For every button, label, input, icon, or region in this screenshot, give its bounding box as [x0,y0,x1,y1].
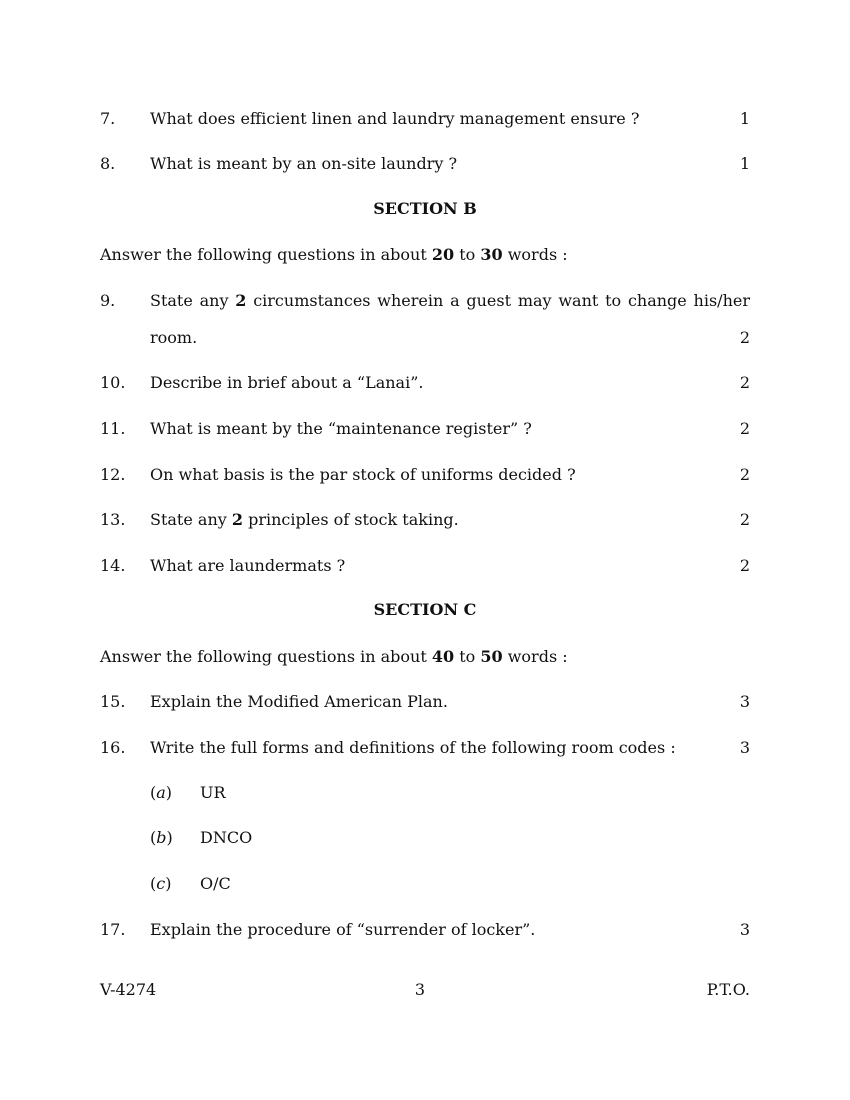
question-12 [100,463,750,487]
question-text-part: circumstances wherein a guest may want to change his/her [246,291,750,310]
question-marks: 2 [739,373,750,392]
question-number: 10. [100,373,126,392]
question-marks: 2 [739,328,750,347]
question-number: 12. [100,465,126,484]
question-marks: 1 [739,109,750,128]
question-number: 15. [100,692,126,711]
word-max: 30 [480,245,503,264]
question-text: What is meant by an on-site laundry ? [150,154,458,173]
question-number: 9. [100,291,116,310]
paren: ) [165,874,172,893]
question-number: 11. [100,419,126,438]
sub-item-text: DNCO [200,828,253,847]
paren: ) [165,783,173,802]
page-number: 3 [414,980,426,999]
question-marks: 3 [739,738,750,757]
question-15 [100,690,750,714]
question-marks: 2 [739,510,750,529]
question-text-cont: room. [150,328,198,347]
pto-label: P.T.O. [706,980,750,999]
question-number: 14. [100,556,126,575]
sub-item-text: O/C [200,874,231,893]
label-letter: a [156,783,166,802]
question-marks: 2 [739,465,750,484]
instruction-text: to [454,245,481,264]
question-marks: 3 [739,920,750,939]
sub-item-a [0,781,850,805]
question-text-part: principles of stock taking. [243,510,459,529]
question-text: What are laundermats ? [150,556,346,575]
sub-item-label [150,781,172,805]
word-min: 40 [431,647,455,666]
question-17 [100,918,750,942]
sub-item-label [150,826,173,850]
sub-item-c [0,872,850,896]
paper-code: V-4274 [100,980,157,999]
question-text: What does efficient linen and laundry management ensure ? [150,109,640,128]
question-number: 7. [100,109,116,128]
sub-item-text: UR [200,783,226,802]
question-text [150,289,750,313]
question-text: What is meant by the “maintenance register” ? [150,419,532,438]
question-10 [100,371,750,395]
question-text: Describe in brief about a “Lanai”. [150,373,424,392]
question-7 [100,107,750,131]
paren: ( [150,828,157,847]
instruction-text: words : [502,245,568,264]
instruction-text: words : [502,647,568,666]
question-text: Explain the procedure of “surrender of locker”. [150,920,536,939]
sub-item-label [150,872,171,896]
paren: ( [150,874,157,893]
instruction-text: Answer the following questions in about [100,647,432,666]
question-9-continuation [100,326,750,350]
instruction-text: Answer the following questions in about [100,245,432,264]
sub-item-b [0,826,850,850]
instruction-text: to [454,647,481,666]
question-marks: 3 [739,692,750,711]
question-13 [100,508,750,532]
question-text: Write the full forms and definitions of the following room codes : [150,738,676,757]
section-c-heading: SECTION C [373,600,477,619]
question-number: 17. [100,920,126,939]
question-text-part: State any [150,510,232,529]
label-letter: c [156,874,166,893]
question-text-part: State any [150,291,236,310]
question-14 [100,554,750,578]
word-min: 20 [431,245,455,264]
section-b-heading: SECTION B [373,199,477,218]
paren: ( [150,783,157,802]
question-number: 8. [100,154,116,173]
section-b-instruction [100,243,568,267]
question-emphasis: 2 [235,291,247,310]
question-number: 16. [100,738,126,757]
section-c-instruction [100,645,568,669]
question-16 [100,736,750,760]
word-max: 50 [480,647,503,666]
question-text [150,508,459,532]
question-marks: 2 [739,556,750,575]
question-marks: 2 [739,419,750,438]
question-11 [100,417,750,441]
question-text: On what basis is the par stock of uniforms decided ? [150,465,576,484]
question-8 [100,152,750,176]
question-text: Explain the Modified American Plan. [150,692,448,711]
label-letter: b [156,828,167,847]
question-marks: 1 [739,154,750,173]
paren: ) [166,828,173,847]
question-number: 13. [100,510,126,529]
question-emphasis: 2 [231,510,244,529]
